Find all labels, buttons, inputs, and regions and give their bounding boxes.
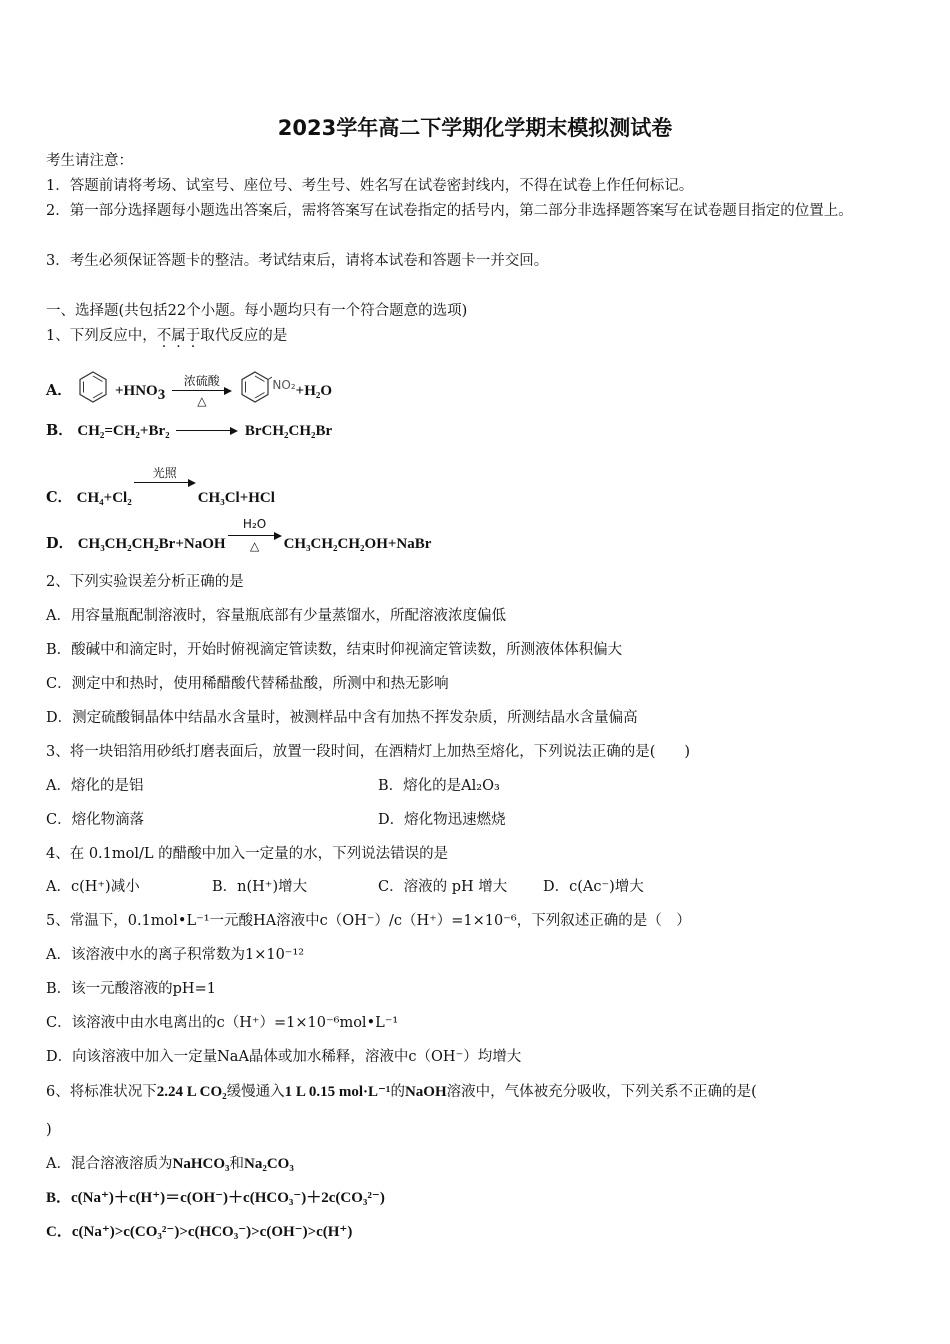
question-5-stem: 5、常温下，0.1mol•L⁻¹一元酸HA溶液中c（OH⁻）/c（H⁺）=1×10⁻⁶，下列叙述正确的是（ ） [46,913,691,929]
question-5-option-a: A．该溶液中水的离子积常数为1×10⁻¹² [46,947,305,963]
question-2-stem: 2、下列实验误差分析正确的是 [46,574,244,590]
question-2-option-b: B．酸碱中和滴定时，开始时俯视滴定管读数，结束时仰视滴定管读数，所测液体体积偏大 [46,642,623,658]
reaction-arrow-water: H₂O △ [228,527,282,561]
question-1-option-a: A． $+HNO_3$ 浓硫酸 △ $^{NO_2}$+H₂O [46,374,332,408]
question-4-option-c: C．溶液的 pH 增大 [378,879,508,895]
notice-item-3: 3．考生必须保证答题卡的整洁。考试结束后，请将本试卷和答题卡一并交回。 [46,253,549,269]
question-2-option-a: A．用容量瓶配制溶液时，容量瓶底部有少量蒸馏水，所配溶液浓度偏低 [46,608,506,624]
question-6-stem: 6、将标准状况下2.24 L CO₂缓慢通入1 L 0.15 mol·L⁻¹的NaOH溶液中，气体被充分吸收，下列关系不正确的是( [46,1084,757,1100]
notice-heading: 考生请注意： [46,153,133,169]
question-3-option-a: A．熔化的是铝 [46,778,144,794]
benzene-ring-icon [76,370,110,404]
question-3-option-c: C．熔化物滴落 [46,812,145,828]
reaction-arrow [176,425,238,437]
question-4-option-b: B．n(H⁺)增大 [212,879,308,895]
page-title: 2023学年高二下学期化学期末模拟测试卷 [277,116,673,140]
section-heading: 一、选择题(共包括22个小题。每小题均只有一个符合题意的选项) [46,303,468,319]
question-1-option-d: D． CH₃CH₂CH₂Br+NaOH H₂O △ CH₃CH₂CH₂OH+NaBr [46,527,431,561]
reaction-arrow-concentrated-sulfuric: 浓硫酸 △ [172,374,232,408]
question-3-option-d: D．熔化物迅速燃烧 [378,812,506,828]
nitrobenzene-ring-icon [238,370,272,404]
question-3-option-b: B．熔化的是Al₂O₃ [378,778,500,794]
question-4-option-d: D．c(Ac⁻)增大 [543,879,644,895]
question-3-stem: 3、将一块铝箔用砂纸打磨表面后，放置一段时间，在酒精灯上加热至熔化，下列说法正确的是( ) [46,744,691,760]
question-1-option-b: B． CH₂=CH₂+Br₂ BrCH₂CH₂Br [46,422,333,439]
question-2-option-c: C．测定中和热时，使用稀醋酸代替稀盐酸，所测中和热无影响 [46,676,449,692]
question-4-stem: 4、在 0.1mol/L 的醋酸中加入一定量的水，下列说法错误的是 [46,846,449,862]
emphasis-not-belong: 不属于 [156,328,201,344]
question-6-option-a: A．混合溶液溶质为NaHCO₃和Na₂CO₃ [46,1156,294,1172]
question-6-stem-close: ) [46,1122,52,1138]
reaction-arrow-light: 光照 [134,468,196,496]
notice-item-2: 2．第一部分选择题每小题选出答案后，需将答案写在试卷指定的括号内，第二部分非选择题答案写在试卷题目指定的位置上。 [46,203,853,219]
question-4-option-a: A．c(H⁺)减小 [46,879,140,895]
question-6-option-c: C．c(Na⁺)>c(CO₃²⁻)>c(HCO₃⁻)>c(OH⁻)>c(H⁺) [46,1224,353,1240]
notice-item-1: 1．答题前请将考场、试室号、座位号、考生号、姓名写在试卷密封线内，不得在试卷上作任何标记。 [46,178,694,194]
question-5-option-d: D．向该溶液中加入一定量NaA晶体或加水稀释，溶液中c（OH⁻）均增大 [46,1049,522,1065]
question-5-option-c: C．该溶液中由水电离出的c（H⁺）=1×10⁻⁶mol•L⁻¹ [46,1015,399,1031]
question-1-option-c: C． CH₄+Cl₂ 光照 CH₃Cl+HCl [46,466,275,506]
question-6-option-b: B．c(Na⁺)＋c(H⁺)＝c(OH⁻)＋c(HCO₃⁻)＋2c(CO₃²⁻) [46,1190,385,1206]
question-2-option-d: D．测定硫酸铜晶体中结晶水含量时，被测样品中含有加热不挥发杂质，所测结晶水含量偏高 [46,710,638,726]
question-1-stem: 1、下列反应中，不属于取代反应的是 [46,328,288,344]
question-5-option-b: B．该一元酸溶液的pH=1 [46,981,216,997]
